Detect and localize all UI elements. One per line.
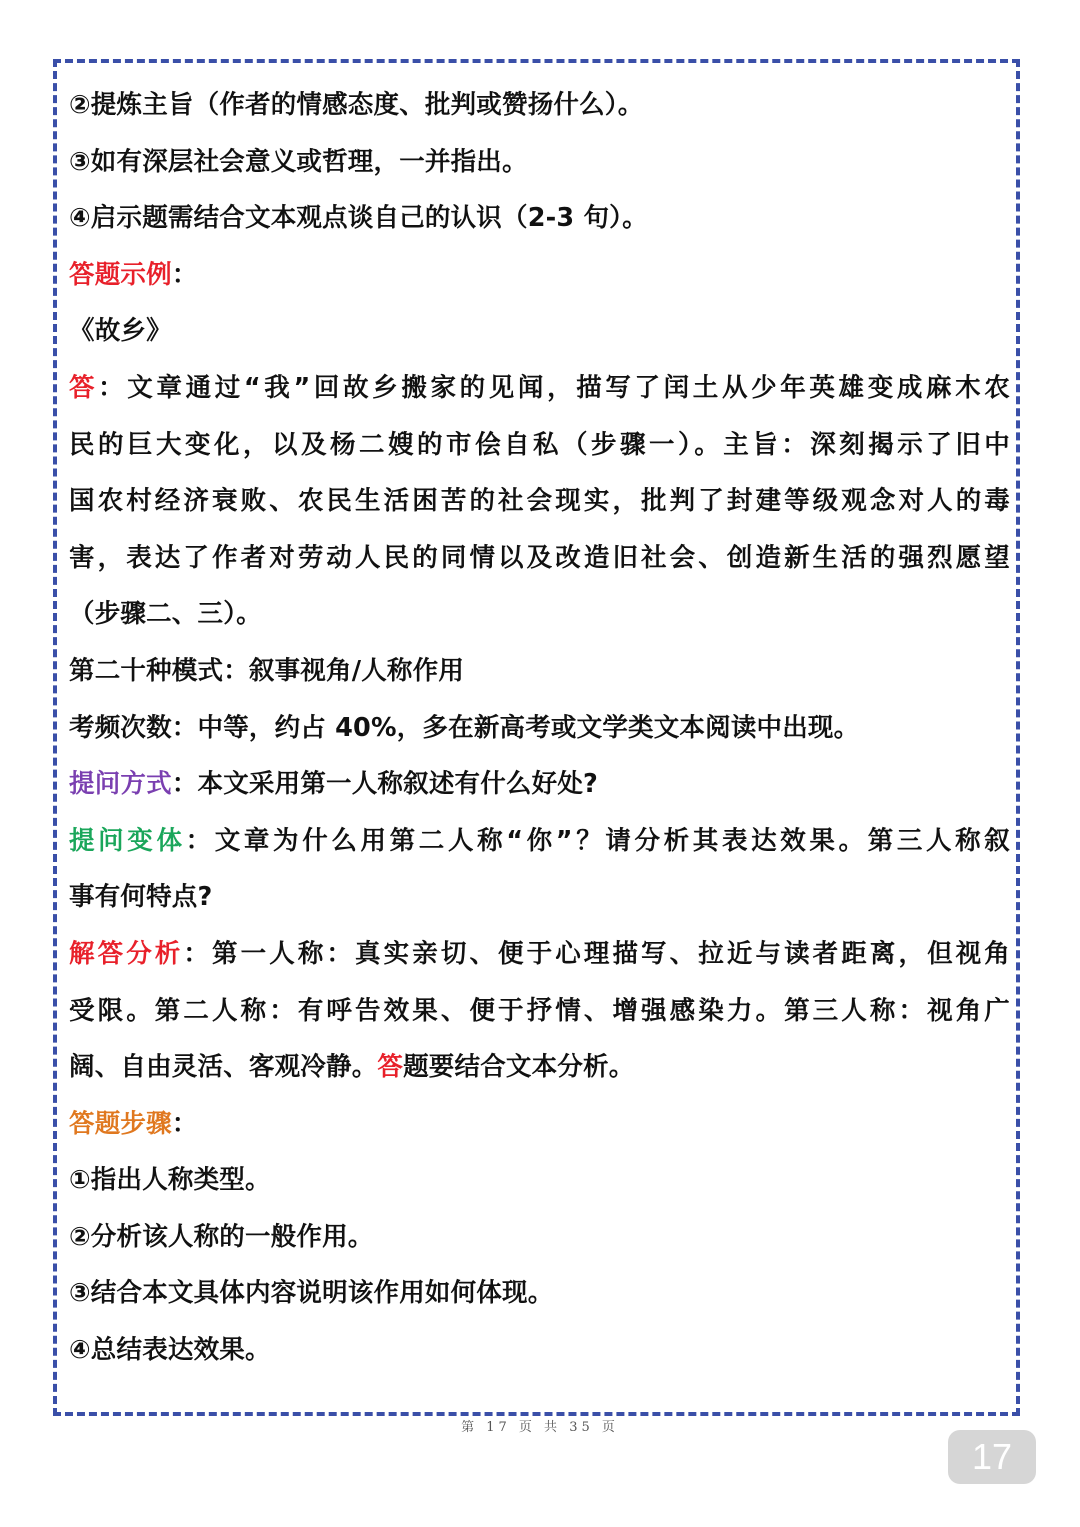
step-4-line (69, 190, 1010, 247)
example-label: 答题示例 (69, 259, 172, 290)
answer-text-1: ：文章通过“我”回故乡搬家的见闻，描写了闰土从少年英雄变成麻木农 (98, 372, 1010, 403)
steps-item-2: ②分析该人称的一般作用。 (69, 1221, 374, 1252)
page-footer (0, 1416, 1080, 1435)
step-2-line (69, 77, 1010, 134)
answer-line-5: （步骤二、三）。 (69, 599, 262, 630)
mode-20-heading: 第二十种模式：叙事视角/人称作用 (69, 655, 465, 686)
document-body (69, 77, 1010, 1379)
steps-label: 答题步骤 (69, 1108, 172, 1139)
question-variant-label: 提问变体 (69, 825, 186, 856)
answer-line-4: 害，表达了作者对劳动人民的同情以及改造旧社会、创造新生活的强烈愿望 (69, 542, 1010, 573)
answer-line-2: 民的巨大变化，以及杨二嫂的市侩自私（步骤一）。主旨：深刻揭示了旧中 (69, 429, 1010, 460)
question-format-line (69, 756, 1010, 813)
question-format-label: 提问方式 (69, 769, 172, 800)
steps-item-3: ③结合本文具体内容说明该作用如何体现。 (69, 1278, 554, 1309)
frequency-line: 考频次数：中等，约占 40%，多在新高考或文学类文本阅读中出现。 (69, 712, 860, 743)
footer-total-pages: 35 (569, 1420, 594, 1435)
question-variant-line-2: 事有何特点? (69, 882, 213, 913)
dashed-content-frame (53, 59, 1020, 1416)
footer-page-number: 17 (486, 1420, 511, 1435)
example-title (69, 303, 1010, 360)
analysis-answer-char: 答 (377, 1052, 404, 1083)
example-colon: ： (171, 259, 198, 290)
analysis-label: 解答分析 (69, 938, 184, 969)
page-number-badge: 17 (948, 1430, 1036, 1484)
analysis-line-3 (69, 1039, 1010, 1096)
steps-heading (69, 1096, 1010, 1153)
question-format-text: ：本文采用第一人称叙述有什么好处? (171, 769, 599, 800)
step-3-line (69, 134, 1010, 191)
step-4-text: ④启示题需结合文本观点谈自己的认识（2-3 句）。 (69, 203, 648, 234)
footer-suffix: 页 (601, 1420, 619, 1435)
example-title-text: 《故乡》 (69, 316, 172, 347)
answer-label: 答 (69, 372, 99, 403)
analysis-text-3b: 题要结合文本分析。 (403, 1052, 635, 1083)
answer-line-1 (69, 360, 1010, 417)
analysis-text-3a: 阔、自由灵活、客观冷静。 (69, 1052, 378, 1083)
steps-item-1: ①指出人称类型。 (69, 1165, 271, 1196)
steps-colon: ： (171, 1108, 198, 1139)
analysis-text-1: ：第一人称：真实亲切、便于心理描写、拉近与读者距离，但视角 (183, 938, 1010, 969)
steps-item-4: ④总结表达效果。 (69, 1335, 271, 1366)
analysis-line-1 (69, 926, 1010, 983)
question-variant-text: ：文章为什么用第二人称“你”？请分析其表达效果。第三人称叙 (185, 825, 1010, 856)
answer-line-3: 国农村经济衰败、农民生活困苦的社会现实，批判了封建等级观念对人的毒 (69, 486, 1010, 517)
footer-middle: 页 共 (518, 1420, 562, 1435)
example-heading (69, 247, 1010, 304)
analysis-line-2: 受限。第二人称：有呼告效果、便于抒情、增强感染力。第三人称：视角广 (69, 995, 1010, 1026)
footer-prefix: 第 (461, 1420, 479, 1435)
step-2-text: ②提炼主旨（作者的情感态度、批判或赞扬什么）。 (69, 90, 644, 120)
step-3-text: ③如有深层社会意义或哲理，一并指出。 (69, 146, 528, 177)
question-variant-line-1 (69, 813, 1010, 870)
